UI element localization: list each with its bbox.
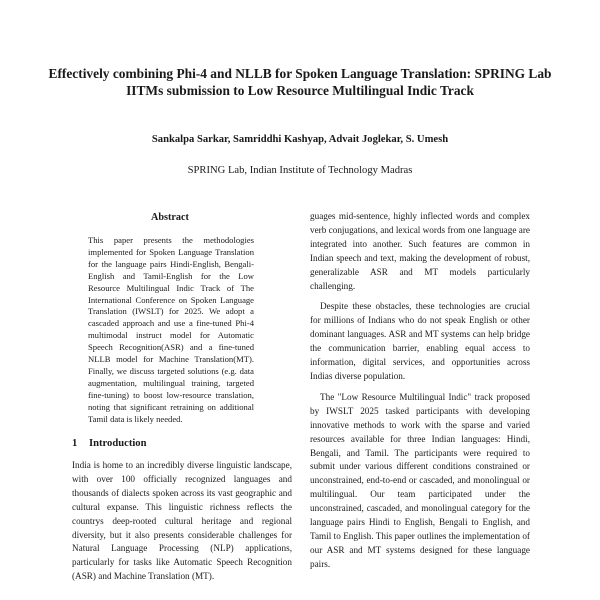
affiliation: SPRING Lab, Indian Institute of Technology Madras	[187, 165, 413, 176]
right-column	[310, 210, 530, 572]
left-column	[72, 459, 292, 584]
introduction-heading	[72, 437, 292, 450]
paper-title: Effectively combining Phi-4 and NLLB for Spoken Language Translation: SPRING Lab IITMs submission to Low Resource Multilingual Indic Track	[48, 66, 552, 98]
abstract-text: This paper presents the methodologies implemented for Spoken Language Translation for the language pairs Hindi-English, Bengali-English and Tamil-English for the Low Resource Multilingual Indic Track of The International Conference on Spoken Language Translation (IWSLT) for 2025. We adopt a cascaded approach and use a fine-tuned Phi-4 multimodal instruct model for Automatic Speech Recognition(ASR) and a fine-tuned NLLB model for Machine Translation(MT). Finally, we discuss targeted solutions (e.g. data augmentation, multilingual training, targeted fine-tuning) to boost low-resource translation, noting that significant retraining on additional Tamil data is likely needed.	[88, 235, 254, 424]
intro-paragraph-continued: guages mid-sentence, highly inflected words and complex verb conjugations, and lexical words from one language are integrated into another. Such features are common in Indian speech and text, making the development of robust, generalizable ASR and MT models particularly challenging.	[310, 211, 530, 291]
section-number: 1	[72, 438, 78, 449]
intro-paragraph-2: Despite these obstacles, these technologies are crucial for millions of Indians who do not speak English or other dominant languages. ASR and MT systems can help bridge the communication barrier, enabling equal access to information, digital services, and opportunities across Indias diverse population.	[310, 301, 530, 381]
intro-paragraph-3: The "Low Resource Multilingual Indic" track proposed by IWSLT 2025 tasked participants with developing innovative methods to work with the sparse and varied resources available for three Indian languages: Hindi, Bengali, and Tamil. The participants were required to submit under various different conditions constrained or unconstrained, end-to-end or cascaded, and monolingual or multilingual. Our team participated under the unconstrained, cascaded, and monolingual category for the language pairs Hindi to English, Bengali to English, and Tamil to English. This paper outlines the implementation of our ASR and MT systems designed for these language pairs.	[310, 391, 530, 569]
section-title: Introduction	[89, 438, 147, 449]
abstract-heading: Abstract	[151, 212, 189, 223]
intro-paragraph-1: India is home to an incredibly diverse linguistic landscape, with over 100 officially recognized languages and thousands of dialects spoken across its vast geographic and cultural expanse. This linguistic richness reflects the countrys deep-rooted cultural heritage and regional diversity, but it also presents considerable challenges for Natural Language Processing (NLP) applications, particularly for tasks like Automatic Speech Recognition (ASR) and Machine Translation (MT).	[72, 460, 292, 582]
author-list: Sankalpa Sarkar, Samriddhi Kashyap, Advait Joglekar, S. Umesh	[151, 134, 449, 145]
